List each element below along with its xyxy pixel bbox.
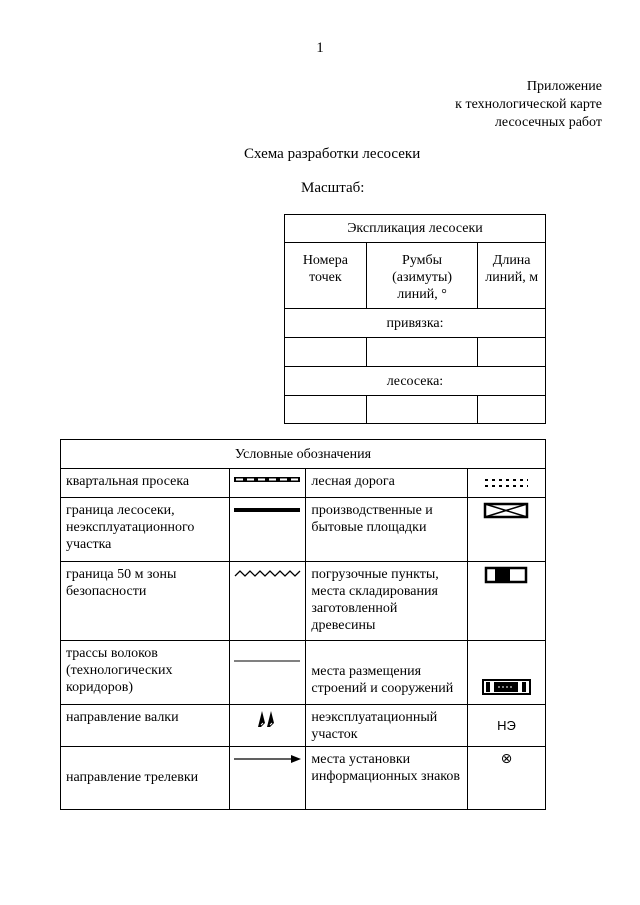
- legend-label-clearing: квартальная просека: [61, 469, 230, 498]
- appendix-line-1: Приложение: [526, 79, 602, 94]
- circled-cross-icon: ⊗: [467, 747, 545, 810]
- page-number: 1: [316, 40, 324, 56]
- thin-line-icon: [230, 641, 306, 705]
- wavy-line-icon: [230, 562, 306, 641]
- table-cell: [366, 338, 478, 367]
- legend-label-skid-trails: трассы волоков (технологических коридоров): [61, 641, 230, 705]
- table-cell: [478, 396, 546, 424]
- section-plot: лесосека:: [285, 367, 546, 396]
- legend-label-buildings: места размещения строений и сооружений: [306, 641, 468, 705]
- table-cell: [285, 396, 367, 424]
- dotted-road-icon: [467, 469, 545, 498]
- scale-label: Масштаб:: [301, 180, 365, 196]
- column-header-points: Номера точек: [285, 243, 367, 309]
- appendix-line-3: лесосечных работ: [494, 115, 602, 130]
- section-binding: привязка:: [285, 309, 546, 338]
- striped-box-icon: [467, 641, 545, 705]
- explication-title: Экспликация лесосеки: [285, 215, 546, 243]
- legend-label-non-exploitable: неэксплуатационный участок: [306, 705, 468, 747]
- legend-label-forest-road: лесная дорога: [306, 469, 468, 498]
- thick-boundary-line-icon: [230, 498, 306, 562]
- legend-label-info-signs: места установки информационных знаков: [306, 747, 468, 810]
- document-title: Схема разработки лесосеки: [244, 146, 421, 162]
- table-cell: [478, 338, 546, 367]
- legend-label-loading-points: погрузочные пункты, места складирования заготовленной древесины: [306, 562, 468, 641]
- dashed-clearing-line-icon: [230, 469, 306, 498]
- appendix-line-2: к технологической карте: [455, 97, 602, 112]
- legend-label-felling-direction: направление валки: [61, 705, 230, 747]
- crossed-box-icon: [467, 498, 545, 562]
- arrow-right-icon: [230, 747, 306, 810]
- column-header-bearings: Румбы (азимуты) линий, °: [366, 243, 478, 309]
- column-header-length: Длина линий, м: [478, 243, 546, 309]
- table-cell: [366, 396, 478, 424]
- appendix-header: [455, 78, 602, 132]
- felling-direction-icon: [230, 705, 306, 747]
- table-cell: [285, 338, 367, 367]
- explication-table: [284, 214, 546, 424]
- non-exploitable-abbr-icon: НЭ: [467, 705, 545, 747]
- legend-label-production-sites: производственные и бытовые площадки: [306, 498, 468, 562]
- filled-block-box-icon: [467, 562, 545, 641]
- legend-label-plot-boundary: граница лесосеки, неэксплуатационного участка: [61, 498, 230, 562]
- legend-label-skidding-direction: направление трелевки: [61, 747, 230, 810]
- legend-label-safety-zone: граница 50 м зоны безопасности: [61, 562, 230, 641]
- legend-title: Условные обозначения: [61, 440, 546, 469]
- legend-table: [60, 439, 546, 810]
